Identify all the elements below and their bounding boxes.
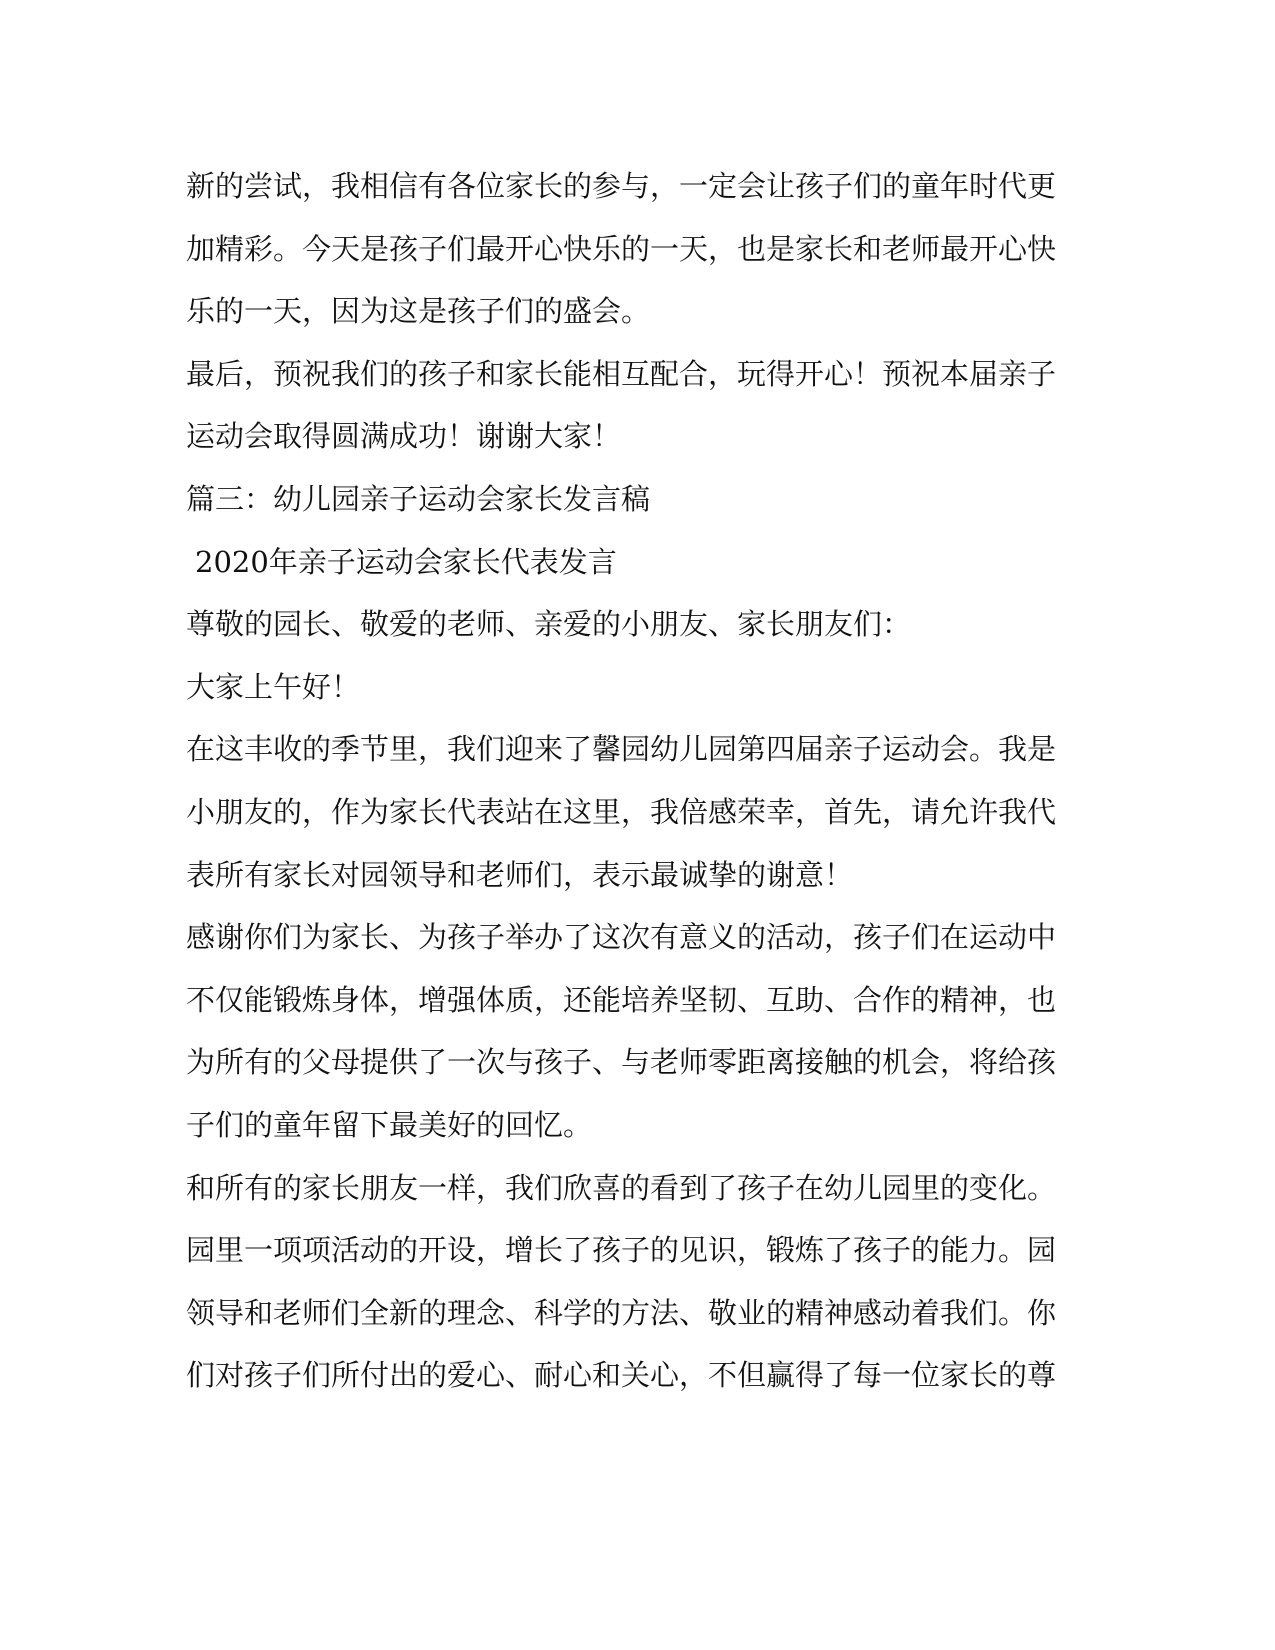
text-line: 运动会取得圆满成功！谢谢大家！ (186, 419, 622, 454)
text-line: 加精彩。今天是孩子们最开心快乐的一天，也是家长和老师最开心快 (186, 231, 1057, 266)
salutation: 尊敬的园长、敬爱的老师、亲爱的小朋友、家长朋友们： (186, 607, 912, 642)
speech-title: 2020年亲子运动会家长代表发言 (195, 544, 617, 579)
text-line: 最后，预祝我们的孩子和家长能相互配合，玩得开心！预祝本届亲子 (186, 356, 1057, 391)
text-line: 子们的童年留下最美好的回忆。 (186, 1107, 593, 1142)
text-line: 表所有家长对园领导和老师们，表示最诚挚的谢意！ (186, 857, 854, 892)
greeting: 大家上午好！ (186, 669, 361, 704)
text-line: 领导和老师们全新的理念、科学的方法、敬业的精神感动着我们。你 (186, 1295, 1057, 1330)
text-line: 园里一项项活动的开设，增长了孩子的见识，锻炼了孩子的能力。园 (186, 1233, 1057, 1268)
text-line: 们对孩子们所付出的爱心、耐心和关心，不但赢得了每一位家长的尊 (186, 1358, 1057, 1393)
document-body (186, 155, 1057, 1407)
text-line: 不仅能锻炼身体，增强体质，还能培养坚韧、互助、合作的精神，也 (186, 982, 1057, 1017)
text-line: 感谢你们为家长、为孩子举办了这次有意义的活动，孩子们在运动中 (186, 920, 1057, 955)
text-line: 和所有的家长朋友一样，我们欣喜的看到了孩子在幼儿园里的变化。 (186, 1170, 1057, 1205)
section-heading: 篇三：幼儿园亲子运动会家长发言稿 (186, 481, 651, 516)
text-line: 在这丰收的季节里，我们迎来了馨园幼儿园第四届亲子运动会。我是 (186, 732, 1057, 767)
text-line: 新的尝试，我相信有各位家长的参与，一定会让孩子们的童年时代更 (186, 169, 1057, 203)
text-line: 乐的一天，因为这是孩子们的盛会。 (186, 294, 651, 329)
text-line: 小朋友的，作为家长代表站在这里，我倍感荣幸，首先，请允许我代 (186, 794, 1057, 829)
text-line: 为所有的父母提供了一次与孩子、与老师零距离接触的机会，将给孩 (186, 1045, 1057, 1080)
